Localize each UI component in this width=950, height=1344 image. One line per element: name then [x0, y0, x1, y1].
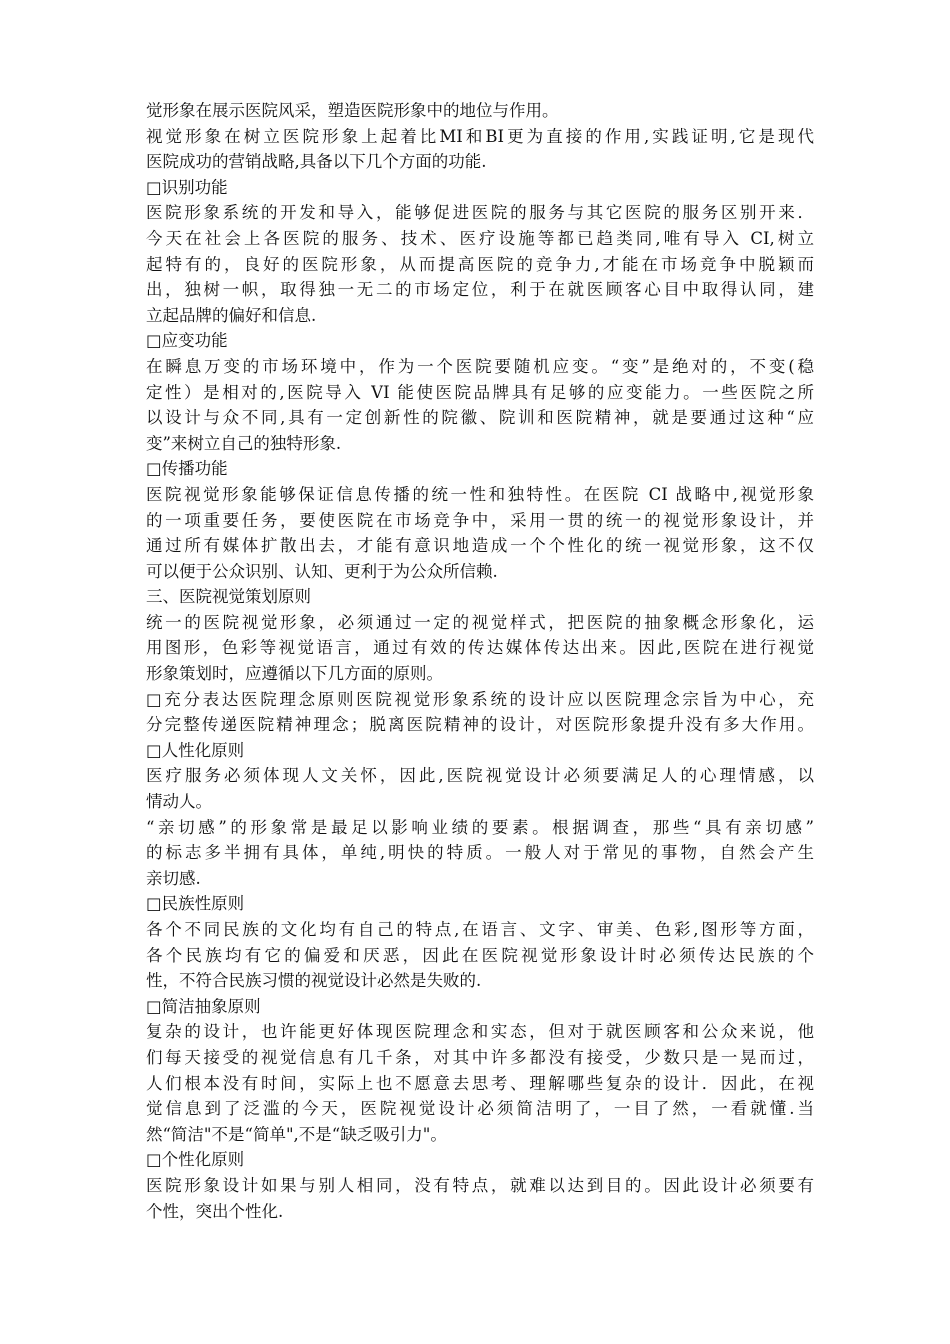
text-line: 然“简洁"不是“简单",不是“缺乏吸引力"。 — [146, 1124, 447, 1144]
text-line: 立起品牌的偏好和信息. — [146, 305, 317, 325]
text-line: 出，独树一帜，取得独一无二的市场定位，利于在就医顾客心目中取得认同，建 — [146, 280, 814, 300]
text-line: 觉形象在展示医院风采，塑造医院形象中的地位与作用。 — [146, 101, 559, 120]
text-line: 用图形，色彩等视觉语言，通过有效的传达媒体传达出来。因此,医院在进行视觉 — [146, 638, 814, 658]
text-line: □充分表达医院理念原则医院视觉形象系统的设计应以医院理念宗旨为中心，充 — [146, 689, 814, 709]
text-line: 情动人。 — [146, 792, 212, 812]
text-line: 形象策划时，应遵循以下几方面的原则。 — [146, 664, 443, 684]
text-line: 视觉形象在树立医院形象上起着比MI和BI更为直接的作用,实践证明,它是现代 — [146, 126, 814, 146]
text-line: “亲切感”的形象常是最足以影响业绩的要素。根据调查，那些“具有亲切感” — [146, 817, 814, 837]
text-line: 医院形象设计如果与别人相同，没有特点，就难以达到目的。因此设计必须要有 — [146, 1175, 814, 1195]
section-heading: □民族性原则 — [146, 894, 245, 914]
text-line: 分完整传递医院精神理念；脱离医院精神的设计，对医院形象提升没有多大作用。 — [146, 715, 814, 735]
text-line: 觉信息到了泛滥的今天，医院视觉设计必须简洁明了，一目了然，一看就懂.当 — [146, 1099, 814, 1119]
text-line: 起特有的，良好的医院形象，从而提高医院的竞争力,才能在市场竞争中脱颖而 — [146, 254, 814, 274]
section-heading: □个性化原则 — [146, 1150, 245, 1170]
text-line: 定性）是相对的,医院导入 VI 能使医院品牌具有足够的应变能力。一些医院之所 — [146, 382, 814, 402]
text-line: 医疗服务必须体现人文关怀，因此,医院视觉设计必须要满足人的心理情感，以 — [146, 766, 814, 786]
section-heading: □应变功能 — [146, 331, 228, 351]
text-line: 各个不同民族的文化均有自己的特点,在语言、文字、审美、色彩,图形等方面， — [146, 920, 814, 939]
section-heading: □传播功能 — [146, 459, 228, 479]
text-line: 今天在社会上各医院的服务、技术、医疗设施等都已趋类同,唯有导入 CI,树立 — [146, 228, 814, 248]
section-heading: □识别功能 — [146, 177, 228, 197]
document-body — [146, 98, 814, 1224]
text-line: 医院成功的营销战略,具备以下几个方面的功能. — [146, 152, 487, 172]
text-line: 性，不符合民族习惯的视觉设计必然是失败的. — [146, 971, 482, 991]
text-line: 的一项重要任务，要使医院在市场竞争中，采用一贯的统一的视觉形象设计，并 — [146, 510, 814, 530]
text-line: 变”来树立自己的独特形象. — [146, 433, 342, 453]
text-line: 通过所有媒体扩散出去，才能有意识地造成一个个性化的统一视觉形象，这不仅 — [146, 536, 814, 556]
text-line: 医院视觉形象能够保证信息传播的统一性和独特性。在医院 CI 战略中,视觉形象 — [146, 484, 814, 504]
text-line: 以设计与众不同,具有一定创新性的院徽、院训和医院精神，就是要通过这种“应 — [146, 408, 814, 428]
text-line: 各个民族均有它的偏爱和厌恶，因此在医院视觉形象设计时必须传达民族的个 — [146, 945, 814, 965]
text-line: 人们根本没有时间，实际上也不愿意去思考、理解哪些复杂的设计．因此，在视 — [146, 1073, 814, 1093]
text-line: 亲切感. — [146, 868, 201, 888]
text-line: 医院形象系统的开发和导入，能够促进医院的服务与其它医院的服务区别开来． — [146, 203, 814, 223]
section-heading: 三、医院视觉策划原则 — [146, 587, 311, 607]
text-line: 复杂的设计，也许能更好体现医院理念和实态，但对于就医顾客和公众来说，他 — [146, 1022, 814, 1042]
text-line: 在瞬息万变的市场环境中，作为一个医院要随机应变。“变”是绝对的，不变(稳 — [146, 356, 814, 376]
text-line: 个性，突出个性化. — [146, 1201, 284, 1221]
section-heading: □人性化原则 — [146, 740, 245, 760]
text-line: 统一的医院视觉形象，必须通过一定的视觉样式，把医院的抽象概念形象化，运 — [146, 612, 814, 632]
text-line: 们每天接受的视觉信息有几千条，对其中许多都没有接受，少数只是一晃而过， — [146, 1047, 814, 1067]
text-line: 可以便于公众识别、认知、更利于为公众所信赖. — [146, 561, 498, 581]
text-line: 的标志多半拥有具体，单纯,明快的特质。一般人对于常见的事物，自然会产生 — [146, 843, 814, 863]
section-heading: □简洁抽象原则 — [146, 996, 261, 1016]
